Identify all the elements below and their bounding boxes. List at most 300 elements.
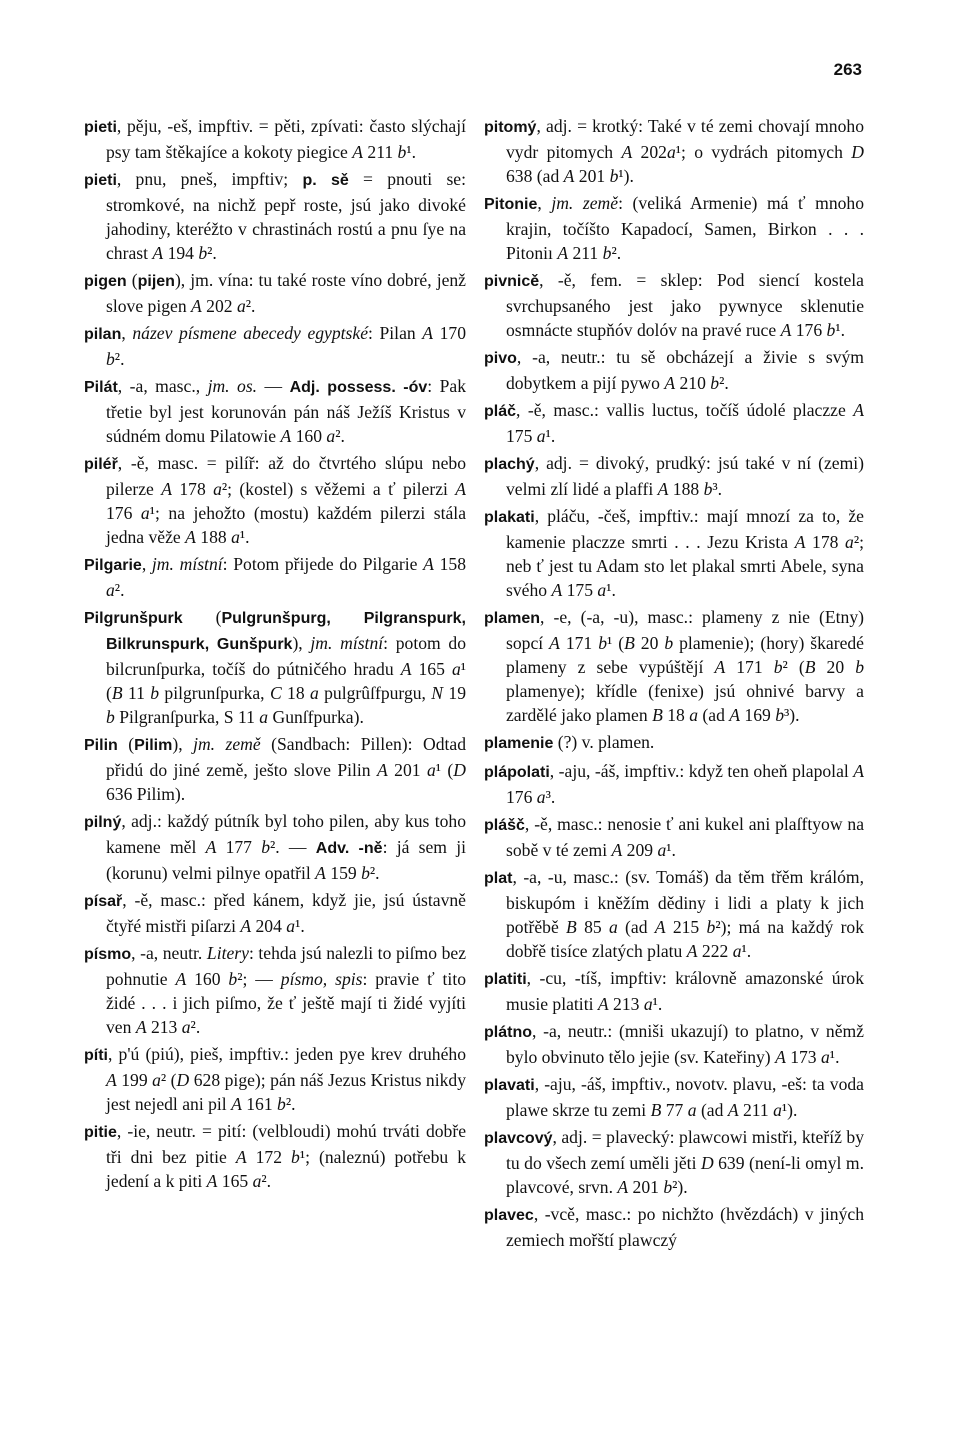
italic-text: B	[566, 917, 577, 937]
dictionary-entry	[84, 1119, 466, 1193]
entry-text: ¹.	[606, 580, 616, 600]
italic-text: A	[423, 554, 434, 574]
entry-text: , -ě, masc.: nenosie ť ani kukel ani plaſftyow na sobě v té zemi	[506, 814, 864, 860]
italic-text: a	[643, 994, 653, 1014]
italic-text: A	[235, 1147, 247, 1167]
italic-text: A	[621, 142, 633, 162]
entry-text: 176	[791, 320, 827, 340]
italic-text: b	[609, 166, 619, 186]
entry-text: 213	[146, 1017, 182, 1037]
headword: Pilát	[84, 379, 118, 396]
italic-text: a	[608, 917, 618, 937]
entry-text: ¹; o vydrách pitomych	[675, 142, 852, 162]
italic-text: A	[185, 527, 196, 547]
entry-text: , p'ú (piú), pieš, impftiv.: jeden pye krev druhého	[108, 1044, 466, 1064]
entry-text: ².	[114, 580, 125, 600]
entry-text: : potom do bilcrunſpurka, točíš do pútničého hradu	[106, 633, 467, 679]
dictionary-entry	[84, 809, 466, 885]
italic-text: název písmene abecedy egyptské	[132, 323, 369, 343]
entry-text: 211	[568, 243, 603, 263]
entry-text: ². —	[270, 837, 316, 857]
headword: pivo	[484, 350, 517, 367]
entry-text: , adj. = divoký, prudký: jsú také v ní (zemi) velmi zlí lidé a plaffi	[506, 453, 864, 499]
entry-text: 215	[665, 917, 707, 937]
entry-text: ².	[285, 1094, 296, 1114]
dictionary-entry	[484, 504, 864, 602]
italic-text: b	[663, 1177, 673, 1197]
entry-text: Gunſfpurka).	[268, 707, 364, 727]
entry-text: ¹.	[666, 840, 676, 860]
bold-form: Pilim	[134, 737, 173, 754]
headword: pilan	[84, 326, 122, 343]
italic-text: a	[213, 479, 222, 499]
italic-text: a	[657, 840, 667, 860]
italic-text: A	[152, 243, 164, 263]
italic-text: A	[240, 916, 252, 936]
entry-text: ¹.	[829, 1047, 840, 1067]
dictionary-entry	[484, 191, 864, 265]
italic-text: b	[703, 479, 713, 499]
entry-text: ².	[190, 1017, 201, 1037]
headword: písmo	[84, 946, 132, 963]
italic-text: A	[597, 994, 609, 1014]
italic-text: A	[315, 863, 326, 883]
entry-text: ¹.	[835, 320, 845, 340]
dictionary-entry	[484, 605, 864, 727]
entry-text: ².	[207, 243, 217, 263]
italic-text: N	[431, 683, 444, 703]
entry-text: 194	[163, 243, 199, 263]
entry-text: ².	[114, 349, 125, 369]
entry-text: ¹.	[295, 916, 305, 936]
italic-text: A	[549, 633, 560, 653]
entry-text: 85	[576, 917, 609, 937]
italic-text: b	[228, 969, 238, 989]
dictionary-entry	[484, 966, 864, 1016]
entry-text: (ad	[696, 1100, 728, 1120]
italic-text: b	[106, 349, 115, 369]
entry-text: 161	[241, 1094, 278, 1114]
entry-text: ².	[245, 296, 256, 316]
entry-text: (	[126, 270, 138, 290]
entry-text: (	[182, 607, 222, 627]
dictionary-entry	[484, 114, 864, 188]
entry-text: = pnouti se: stromkové, na nichž pepř roste, jsú jako divoké jahodiny, kteréžto v chrastinách rostú a pnu ſye na chrast	[106, 169, 466, 263]
dictionary-entry	[84, 605, 466, 729]
dictionary-entry	[484, 730, 864, 756]
italic-text: b	[773, 657, 783, 677]
entry-text: , -ě, masc.: vallis luctus, točíš údolé placzze	[516, 400, 854, 420]
entry-text: ,	[537, 193, 552, 213]
entry-text: , -aju, -áš, impftiv.: když ten oheň plapolal	[549, 761, 854, 781]
entry-text: 171	[559, 633, 599, 653]
italic-text: a	[687, 1100, 697, 1120]
headword: písař	[84, 893, 123, 910]
dictionary-entry	[84, 1042, 466, 1116]
entry-text: 211	[363, 142, 398, 162]
italic-text: A	[377, 760, 388, 780]
entry-text: 178	[171, 479, 214, 499]
italic-text: A	[780, 320, 792, 340]
entry-text: , -cu, -tíš, impftiv: královně amazonské úrok musie platiti	[506, 968, 864, 1014]
entry-text: ³.	[712, 479, 723, 499]
entry-text: ¹ (	[435, 760, 454, 780]
page-number: 263	[833, 60, 862, 79]
italic-text: A	[617, 1177, 629, 1197]
entry-text: 178	[805, 532, 846, 552]
entry-text: , pnu, pneš, impftiv;	[116, 169, 303, 189]
entry-text: ¹).	[781, 1100, 798, 1120]
italic-text: A	[727, 1100, 739, 1120]
italic-text: B	[804, 657, 816, 677]
dictionary-entry	[484, 345, 864, 395]
headword: pigen	[84, 273, 127, 290]
italic-text: a	[451, 659, 461, 679]
italic-text: b	[706, 917, 716, 937]
italic-text: C	[269, 683, 282, 703]
entry-text: Pilgranſpurka, S 11	[114, 707, 260, 727]
entry-text: ²).	[672, 1177, 688, 1197]
entry-text: , -aju, -áš, impftiv., novotv. plavu, -eš: ta voda plawe skrze tu zemi	[506, 1074, 864, 1120]
entry-text: ².	[261, 1171, 272, 1191]
italic-text: D	[453, 760, 466, 780]
entry-text: 177	[216, 837, 262, 857]
dictionary-entry	[484, 1202, 864, 1252]
entry-text: : já sem ji (korunu) velmi pilnye opatřil	[106, 837, 466, 883]
entry-text: ².	[369, 863, 380, 883]
headword: platiti	[484, 971, 527, 988]
italic-text: b	[150, 683, 160, 703]
entry-text: , -vcě, masc.: po nichžto (hvězdách) v jiných zemiech mořští plawczý	[506, 1204, 864, 1250]
entry-text: : Potom přijede do Pilgarie	[222, 554, 424, 574]
italic-text: jm. os.	[207, 376, 258, 396]
entry-text: , -a, neutr.: (mniši ukazují) to platno, v němž bylo obvinuto tělo jejie (sv. Kateřiny)	[506, 1021, 864, 1067]
italic-text: a	[140, 503, 150, 523]
headword: plavcový	[484, 1130, 553, 1147]
entry-text: 20	[634, 633, 665, 653]
italic-text: b	[277, 1094, 286, 1114]
entry-text: plamenye); křídle (fenixe) jsú ohnivé barvy a zardělé jako plamen	[506, 681, 864, 725]
headword: plamenie	[484, 735, 554, 752]
entry-text: ¹; (naleznú) potřebu k jedení a k piti	[106, 1147, 466, 1191]
entry-text: 18	[662, 705, 690, 725]
entry-text: 20	[815, 657, 856, 677]
italic-text: A	[657, 479, 669, 499]
italic-text: A	[563, 166, 575, 186]
italic-text: A	[106, 1070, 117, 1090]
entry-text: ¹; na jehožto (mostu) každém pilerzi stála jedna věže	[106, 503, 467, 547]
entry-text: ¹ (	[106, 659, 467, 703]
entry-text: , adj. = plavecký: plawcowi mistři, kteříž by tu do všech zemí uměli jěti	[506, 1127, 864, 1173]
italic-text: a	[309, 683, 319, 703]
italic-text: a	[536, 426, 546, 446]
headword: plápolati	[484, 764, 550, 781]
headword: pieti	[84, 172, 117, 189]
headword: pieti	[84, 119, 117, 136]
headword: Pilgarie	[84, 557, 142, 574]
entry-text: 201	[628, 1177, 664, 1197]
italic-text: A	[714, 657, 726, 677]
bold-form: pijen	[137, 273, 175, 290]
headword: plášč	[484, 817, 525, 834]
entry-text: , pěju, -eš, impftiv. = pěti, zpívati: často slýchají psy tam štěkajíce a kokoty piegice	[106, 116, 466, 162]
entry-text: ²); má na každý rok dobřě tisíce zlatých platu	[506, 917, 865, 961]
dictionary-entry	[484, 1072, 864, 1122]
italic-text: a	[597, 580, 607, 600]
entry-text: 638 (ad	[506, 166, 564, 186]
dictionary-entry	[84, 114, 466, 164]
entry-text: 160	[291, 426, 327, 446]
dictionary-entry	[484, 865, 864, 963]
italic-text: A	[853, 761, 864, 781]
headword: Pilgrunšpurk	[84, 610, 183, 627]
italic-text: jm. místní	[310, 633, 384, 653]
dictionary-entry	[484, 759, 864, 809]
italic-text: A	[729, 705, 741, 725]
italic-text: a	[689, 705, 698, 725]
entry-text: , -ě, masc.: před kánem, když jie, jsú ústavně čtyřé mistři piſarzi	[106, 890, 466, 936]
entry-text: ¹.	[741, 941, 752, 961]
dictionary-entry	[84, 321, 466, 371]
italic-text: a	[326, 426, 336, 446]
entry-text: 77	[661, 1100, 688, 1120]
entry-text: , -a, neutr.	[131, 943, 207, 963]
entry-text: 176	[106, 503, 141, 523]
entry-text: 165	[217, 1171, 253, 1191]
italic-text: a	[152, 1070, 161, 1090]
dictionary-entry	[484, 398, 864, 448]
entry-text: 204	[251, 916, 287, 936]
entry-text: ¹ (	[606, 633, 625, 653]
italic-text: A	[352, 142, 363, 162]
dictionary-entry	[484, 451, 864, 501]
headword: píti	[84, 1047, 108, 1064]
entry-text: , -e, (-a, -u), masc.: plameny z nie (Etny) sopcí	[506, 607, 864, 653]
entry-text: ¹.	[239, 527, 250, 547]
italic-text: b	[261, 837, 271, 857]
dictionary-entry	[484, 812, 864, 862]
entry-text: , adj.: každý pútník byl toho pilen, aby kus toho kamene měl	[106, 811, 466, 857]
entry-text: ²; (kostel) s věžemi a ť pilerzi	[221, 479, 456, 499]
entry-text: 201	[387, 760, 427, 780]
entry-text: 210	[675, 373, 711, 393]
italic-text: b	[710, 373, 720, 393]
italic-text: A	[664, 373, 676, 393]
entry-text: ,	[141, 554, 152, 574]
italic-text: b	[855, 657, 864, 677]
italic-text: b	[198, 243, 208, 263]
entry-text: : (veliká Armenie) má ť mnoho krajin, točíšto Kapadocí, Samen, Birkon . . . Pitoniı	[506, 193, 865, 263]
entry-text: ),	[292, 633, 311, 653]
right-column	[484, 114, 864, 1255]
headword: plachý	[484, 456, 535, 473]
entry-text: (	[117, 734, 135, 754]
headword: plavec	[484, 1207, 534, 1224]
entry-text: 160	[186, 969, 229, 989]
italic-text: a	[821, 1047, 830, 1067]
entry-text: pulgrûſfpurgu,	[318, 683, 432, 703]
italic-text: b	[106, 707, 115, 727]
entry-text: (ad	[617, 917, 655, 937]
bold-form: Adv. -ně	[315, 840, 383, 857]
entry-text: (Sandbach: Pillen): Odtad přidú do jiné země, ješto slove Pilin	[106, 734, 467, 780]
entry-text: : pravie ť tito židé . . . i jich piſmo, že ť ještě mají ti židé vyjíti ven	[106, 969, 466, 1037]
italic-text: b	[775, 705, 784, 725]
bold-form: Pulgrunšpurg, Pilgranspurk, Bilkrunspurk, Gunšpurk	[106, 610, 466, 653]
italic-text: A	[686, 941, 698, 961]
italic-text: A	[611, 840, 623, 860]
entry-text: plamenie); (hory) škaredé plameny z sebe vypúštějí	[506, 633, 864, 677]
dictionary-entry	[484, 1125, 864, 1199]
entry-text: ),	[172, 734, 194, 754]
italic-text: A	[422, 323, 434, 343]
dictionary-entry	[84, 732, 466, 806]
entry-text: 636 Pilim).	[106, 784, 186, 804]
italic-text: B	[650, 1100, 662, 1120]
entry-text: , -ě, fem. = sklep: Pod siencí kostela svrchupsaného jest jako pywnyce sklenutie osmnácte stupňóv dolóv na pravé ruce	[506, 270, 864, 340]
italic-text: b	[664, 633, 674, 653]
italic-text: A	[400, 659, 412, 679]
entry-text: 209	[622, 840, 658, 860]
headword: Pilin	[84, 737, 118, 754]
italic-text: A	[551, 580, 563, 600]
entry-text: ¹.	[545, 426, 556, 446]
entry-text: 18	[281, 683, 310, 703]
italic-text: a	[536, 787, 546, 807]
dictionary-entry	[484, 268, 864, 342]
headword: pivnicě	[484, 273, 540, 290]
entry-text: 188	[195, 527, 232, 547]
bold-form: p. sě	[302, 172, 349, 189]
entry-text: (?) v. plamen.	[553, 732, 655, 752]
italic-text: A	[794, 532, 806, 552]
italic-text: písmo, spis	[280, 969, 363, 989]
italic-text: A	[853, 400, 864, 420]
headword: plakati	[484, 509, 535, 526]
headword: pitomý	[484, 119, 537, 136]
italic-text: A	[280, 426, 292, 446]
entry-text: ), jm. vína: tu také roste víno dobré, jenž slove pigen	[106, 270, 466, 316]
entry-text: ².	[611, 243, 622, 263]
italic-text: A	[175, 969, 187, 989]
entry-text: 170	[433, 323, 467, 343]
italic-text: A	[557, 243, 569, 263]
entry-text: 639 (není-li omyl m. plavcové, srvn.	[506, 1153, 864, 1197]
entry-text: : tehda jsú nalezli to piſmo bez pohnutie	[106, 943, 466, 989]
italic-text: a	[286, 916, 296, 936]
italic-text: a	[732, 941, 742, 961]
headword: plat	[484, 870, 513, 887]
headword: pitie	[84, 1124, 117, 1141]
entry-text: , -ie, neutr. = pití: (velbloudi) mohú trváti dobře tři dni bez pitie	[106, 1121, 466, 1167]
entry-text: ².	[719, 373, 729, 393]
bold-form: Adj. possess. -óv	[289, 379, 428, 396]
headword: plavati	[484, 1077, 535, 1094]
italic-text: Litery	[206, 943, 249, 963]
entry-text: , -ě, masc. = pilíř: až do čtvrtého slúpu nebo pilerze	[106, 453, 466, 499]
italic-text: B	[624, 633, 635, 653]
entry-text: ¹.	[406, 142, 417, 162]
italic-text: b	[291, 1147, 300, 1167]
italic-text: a	[845, 532, 854, 552]
italic-text: D	[851, 142, 864, 162]
italic-text: A	[135, 1017, 147, 1037]
dictionary-entry	[84, 167, 466, 265]
entry-text: , pláču, -češ, impftiv.: mají mnozí za to, že kamenie placzze smrti . . . Jezu Krista	[506, 506, 864, 552]
italic-text: a	[181, 1017, 191, 1037]
entry-text: ¹.	[652, 994, 663, 1014]
entry-text: 202	[201, 296, 237, 316]
dictionary-entry	[84, 268, 466, 318]
entry-text: ¹).	[618, 166, 634, 186]
entry-text: 169	[740, 705, 776, 725]
entry-text: 11	[122, 683, 151, 703]
italic-text: a	[426, 760, 436, 780]
entry-text: 199	[116, 1070, 153, 1090]
italic-text: D	[176, 1070, 190, 1090]
entry-text: pilgrunſpurka,	[159, 683, 270, 703]
italic-text: b	[602, 243, 612, 263]
italic-text: a	[236, 296, 246, 316]
entry-text: 175	[506, 426, 537, 446]
entry-text: ²; —	[237, 969, 281, 989]
italic-text: b	[361, 863, 370, 883]
entry-text: : Pak třetie byl jest korunován pán náš Ježíš Kristus v súdném domu Pilatowie	[106, 376, 467, 446]
italic-text: jm. země	[193, 734, 261, 754]
italic-text: b	[826, 320, 836, 340]
entry-text: ,	[121, 323, 133, 343]
entry-text: ³).	[784, 705, 800, 725]
entry-text: 176	[506, 787, 537, 807]
italic-text: D	[700, 1153, 714, 1173]
entry-text: 159	[325, 863, 362, 883]
italic-text: a	[106, 580, 115, 600]
italic-text: a	[773, 1100, 782, 1120]
entry-text: 222	[697, 941, 733, 961]
entry-text: 171	[725, 657, 774, 677]
headword: piléř	[84, 456, 118, 473]
italic-text: A	[654, 917, 666, 937]
entry-text: 175	[562, 580, 598, 600]
entry-text: , -a, neutr.: tu sě obcházejí a živie s svým dobytkem a pijí pywo	[506, 347, 864, 393]
dictionary-entry	[84, 374, 466, 448]
italic-text: b	[598, 633, 607, 653]
italic-text: b	[397, 142, 407, 162]
entry-text: , -a, masc.,	[117, 376, 208, 396]
headword: plátno	[484, 1024, 532, 1041]
headword: Pitonie	[484, 196, 538, 213]
italic-text: A	[161, 479, 172, 499]
entry-text: ² (	[782, 657, 805, 677]
left-column	[84, 114, 466, 1196]
italic-text: B	[652, 705, 663, 725]
italic-text: a	[231, 527, 240, 547]
dictionary-entry	[84, 888, 466, 938]
entry-text: 172	[246, 1147, 292, 1167]
entry-text: , -a, -u, masc.: (sv. Tomáš) da těm třěm králóm, biskupóm i kněžím dědiny i lidi a platy k jich potřěbě	[506, 867, 864, 937]
italic-text: jm. země	[551, 193, 619, 213]
entry-text: ²; neb ť jest tu Adam sto let plakal smrti Abele, syna svého	[506, 532, 864, 600]
italic-text: jm. místní	[151, 554, 223, 574]
entry-text: 628 pige); pán náš Jezus Kristus nikdy jest nejedl ani pil	[106, 1070, 466, 1114]
entry-text: —	[257, 376, 290, 396]
entry-text: : Pilan	[368, 323, 423, 343]
dictionary-entry	[84, 451, 466, 549]
entry-text: ² (	[160, 1070, 177, 1090]
entry-text: 211	[738, 1100, 774, 1120]
entry-text: ².	[335, 426, 345, 446]
entry-text: 188	[668, 479, 704, 499]
